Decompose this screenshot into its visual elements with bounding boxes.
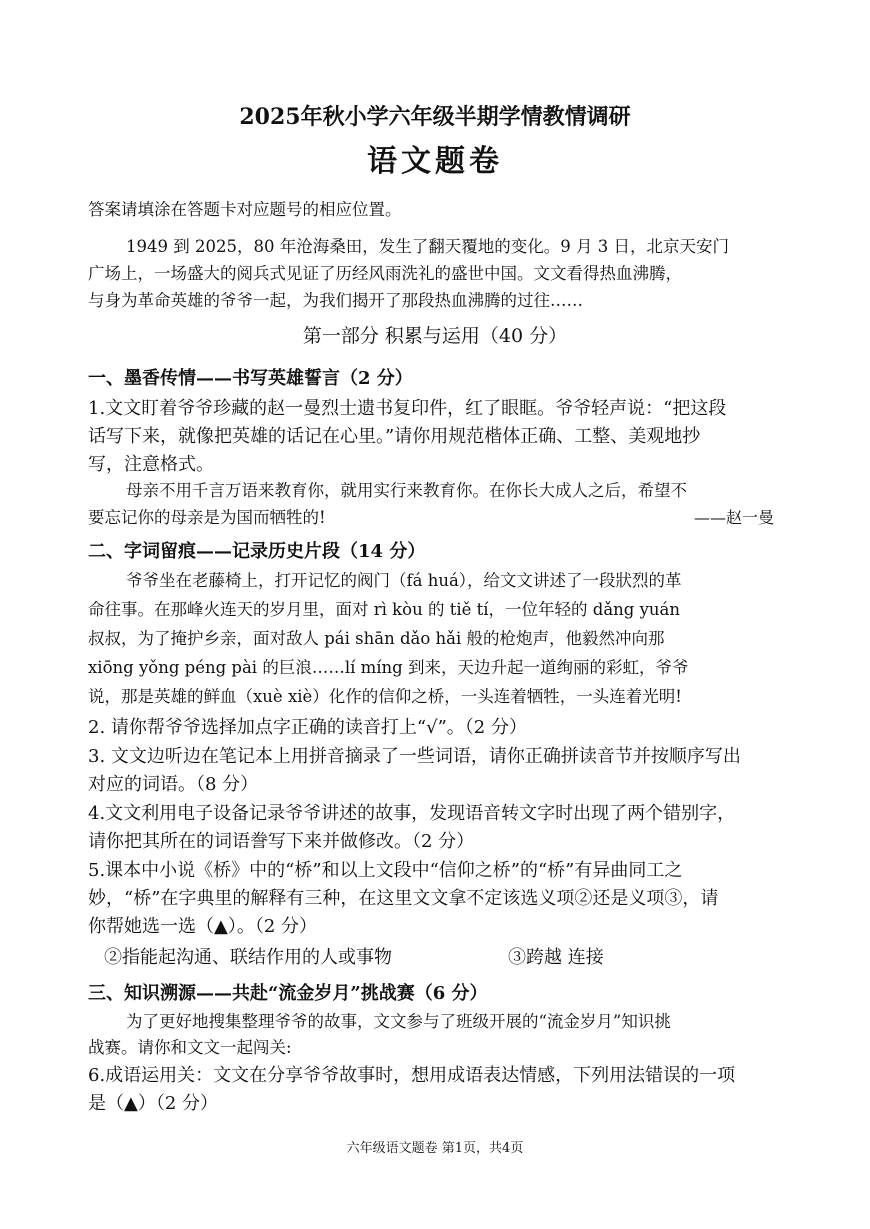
section-heading: 三、知识溯源——共赴“流金岁月”挑战赛（6 分） — [88, 983, 488, 1004]
question-4: 请你把其所在的词语誊写下来并做修改。（2 分） — [88, 831, 475, 852]
quote-signature: ——赵一曼 — [693, 508, 774, 527]
intro-line: 与身为革命英雄的爷爷一起，为我们揭开了那段热血沸腾的过往…… — [88, 291, 583, 310]
section-heading: 二、字词留痕——记录历史片段（14 分） — [88, 541, 426, 562]
part-heading: 第一部分 积累与运用（40 分） — [302, 325, 568, 347]
instruction: 答案请填涂在答题卡对应题号的相应位置。 — [88, 200, 402, 219]
intro-line: 广场上，一场盛大的阅兵式见证了历经风雨洗礼的盛世中国。文文看得热血沸腾， — [88, 264, 682, 283]
question-6: 是（▲）（2 分） — [88, 1093, 219, 1114]
passage-line: 爷爷坐在老藤椅上，打开记忆的阀门（fá huá），给文文讲述了一段狀烈的革 — [126, 571, 682, 590]
passage-line: xiōng yǒng péng pài 的巨浪……lí míng 到来，天边升起一道绚丽的彩虹，爷爷 — [88, 658, 689, 677]
exam-subtitle: 语文题卷 — [367, 144, 503, 179]
intro-line: 1949 到 2025，80 年沧海桑田，发生了翻天覆地的变化。9 月 3 日，北京天安门 — [126, 237, 729, 256]
option-2: ②指能起沟通、联结作用的人或事物 — [104, 947, 392, 968]
section-intro-line: 为了更好地搜集整理爷爷的故事，文文参与了班级开展的“流金岁月”知识挑 — [126, 1012, 671, 1031]
question-5: 你帮她选一选（▲）。（2 分） — [88, 916, 318, 937]
exam-title: 2025年秋小学六年级半期学情教情调研 — [239, 104, 631, 130]
quote-line: 要忘记你的母亲是为国而牺牲的! — [88, 508, 326, 527]
section-intro-line: 战赛。请你和文文一起闯关: — [88, 1038, 292, 1057]
passage-line: 命往事。在那峰火连天的岁月里，面对 rì kòu 的 tiě tí，一位年轻的 dǎng yuán — [88, 600, 681, 619]
option-3: ③跨越 连接 — [508, 947, 604, 968]
section-heading: 一、墨香传情——书写英雄誓言（2 分） — [88, 368, 413, 389]
question-2: 2. 请你帮爷爷选择加点字正确的读音打上“√”。（2 分） — [88, 717, 527, 738]
question-4: 4.文文利用电子设备记录爷爷讲述的故事，发现语音转文字时出现了两个错别字， — [88, 803, 736, 824]
quote-line: 母亲不用千言万语来教育你，就用实行来教育你。在你长大成人之后，希望不 — [126, 481, 687, 500]
question-6: 6.成语运用关：文文在分享爷爷故事时，想用成语表达情感，下列用法错误的一项 — [88, 1065, 736, 1086]
question-line: 写，注意格式。 — [88, 454, 214, 475]
question-3: 3. 文文边听边在笔记本上用拼音摘录了一些词语，请你正确拼读音节并按顺序写出 — [88, 746, 741, 767]
passage-line: 叔叔，为了掩护乡亲，面对敌人 pái shān dǎo hǎi 般的枪炮声，他毅然冲向那 — [88, 629, 665, 648]
question-5: 妙，“桥”在字典里的解释有三种，在这里文文拿不定该选义项②还是义项③，请 — [88, 888, 719, 909]
page-footer: 六年级语文题卷 第1页，共4页 — [346, 1141, 524, 1156]
passage-line: 说，那是英雄的鲜血（xuè xiè）化作的信仰之桥，一头连着牺牲，一头连着光明! — [88, 687, 682, 706]
question-line: 话写下来，就像把英雄的话记在心里。”请你用规范楷体正确、工整、美观地抄 — [88, 426, 701, 447]
question-5: 5.课本中小说《桥》中的“桥”和以上文段中“信仰之桥”的“桥”有异曲同工之 — [88, 860, 683, 881]
question-line: 1.文文盯着爷爷珍藏的赵一曼烈士遗书复印件，红了眼眶。爷爷轻声说：“把这段 — [88, 398, 727, 419]
question-3: 对应的词语。（8 分） — [88, 774, 259, 795]
